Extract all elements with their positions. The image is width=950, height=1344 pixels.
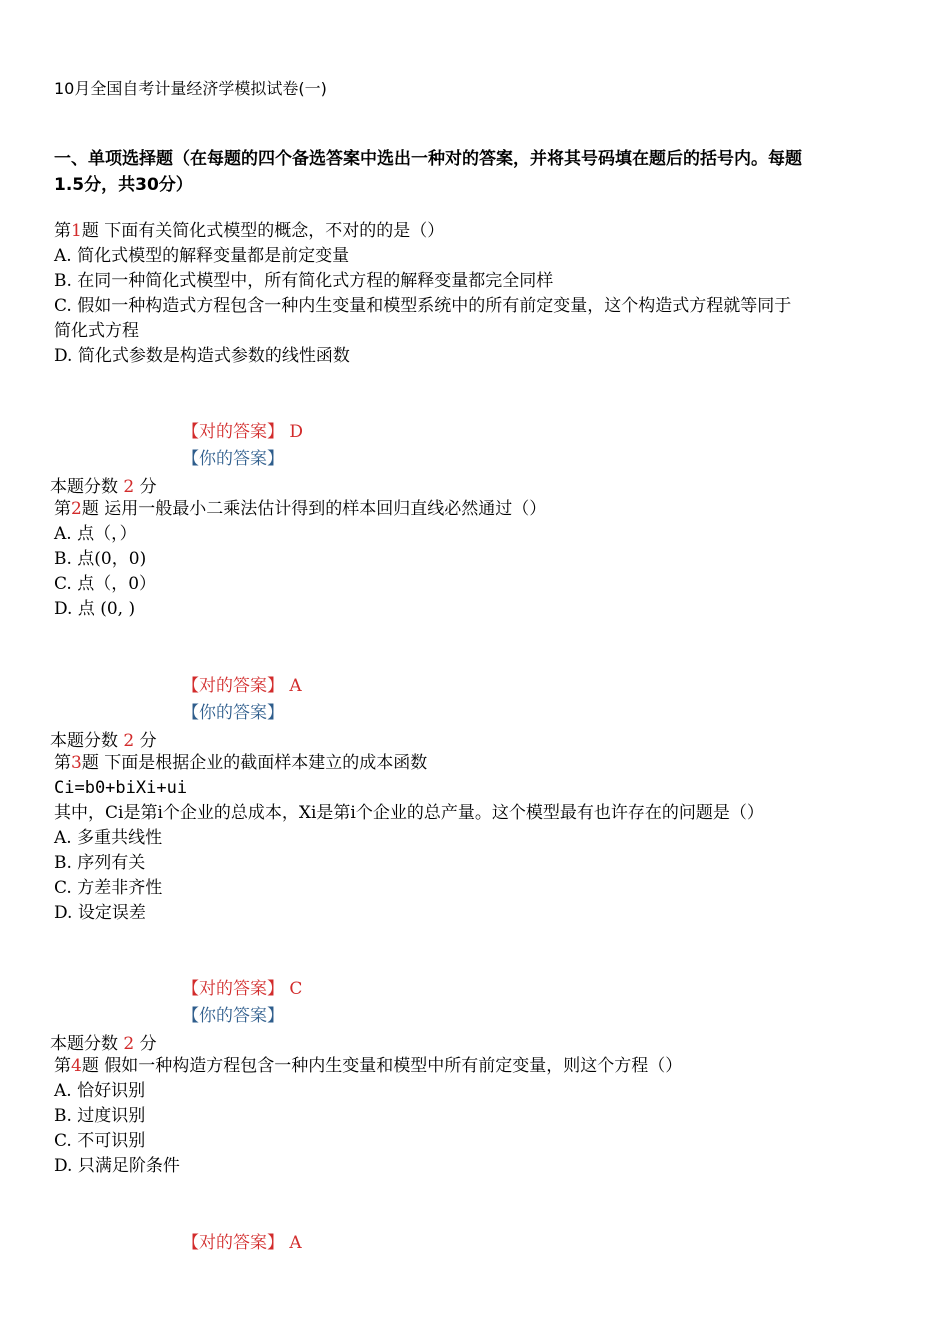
question-stem: 下面有关简化式模型的概念，不对的的是（） bbox=[104, 221, 445, 241]
question-number: 1 bbox=[71, 221, 82, 241]
option-a: A. 多重共线性 bbox=[54, 828, 163, 848]
question-prefix: 第 bbox=[54, 221, 71, 241]
score-value: 2 bbox=[123, 477, 135, 497]
option-d: D. 简化式参数是构造式参数的线性函数 bbox=[54, 346, 350, 366]
your-answer-label: 【你的答案】 bbox=[182, 449, 284, 469]
option-c: C. 不可识别 bbox=[54, 1131, 146, 1151]
option-b: B. 过度识别 bbox=[54, 1106, 146, 1126]
score-value: 2 bbox=[123, 731, 135, 751]
correct-answer-label: 【对的答案】 bbox=[182, 1233, 284, 1253]
option-c: C. 假如一种构造式方程包含一种内生变量和模型系统中的所有前定变量，这个构造式方程就等同于 bbox=[54, 296, 792, 316]
score-suffix: 分 bbox=[139, 1034, 157, 1054]
document-title: 10月全国自考计量经济学模拟试卷(一) bbox=[54, 79, 327, 98]
option-c: C. 方差非齐性 bbox=[54, 878, 163, 898]
score-value: 2 bbox=[123, 1034, 135, 1054]
section-heading-line2: 1.5分，共30分） bbox=[54, 175, 193, 195]
question-2-stem-line bbox=[54, 497, 546, 521]
score-prefix: 本题分数 bbox=[50, 731, 118, 751]
your-answer-label: 【你的答案】 bbox=[182, 1006, 284, 1026]
correct-answer-line bbox=[182, 671, 302, 696]
option-d: D. 点 (0, ) bbox=[54, 599, 136, 619]
score-suffix: 分 bbox=[139, 731, 157, 751]
correct-answer-label: 【对的答案】 bbox=[182, 422, 284, 442]
correct-answer-value: C bbox=[289, 979, 303, 999]
option-d: D. 设定误差 bbox=[54, 903, 146, 923]
correct-answer-line bbox=[182, 417, 303, 442]
score-suffix: 分 bbox=[139, 477, 157, 497]
option-b: B. 在同一种简化式模型中，所有简化式方程的解释变量都完全同样 bbox=[54, 271, 554, 291]
question-score bbox=[50, 472, 157, 497]
question-1-stem-line bbox=[54, 219, 444, 243]
option-b: B. 点(0，0) bbox=[54, 549, 147, 569]
correct-answer-label: 【对的答案】 bbox=[182, 979, 284, 999]
question-3-stem-line bbox=[54, 751, 427, 775]
question-prefix: 第 bbox=[54, 753, 71, 773]
question-suffix: 题 bbox=[81, 753, 99, 773]
option-c-continued: 简化式方程 bbox=[54, 321, 139, 341]
section-heading-line1: 一、单项选择题（在每题的四个备选答案中选出一种对的答案，并将其号码填在题后的括号内。每题 bbox=[54, 149, 802, 169]
correct-answer-line bbox=[182, 974, 302, 999]
correct-answer-value: A bbox=[289, 1233, 302, 1253]
question-stem: 假如一种构造方程包含一种内生变量和模型中所有前定变量，则这个方程（） bbox=[104, 1056, 683, 1076]
your-answer-label: 【你的答案】 bbox=[182, 703, 284, 723]
question-prefix: 第 bbox=[54, 499, 71, 519]
question-suffix: 题 bbox=[81, 499, 99, 519]
option-a: A. 恰好识别 bbox=[54, 1081, 146, 1101]
question-score bbox=[50, 726, 157, 751]
question-stem: 下面是根据企业的截面样本建立的成本函数 bbox=[104, 753, 428, 773]
question-number: 2 bbox=[71, 499, 82, 519]
question-4-stem-line bbox=[54, 1054, 682, 1078]
cost-function-formula: Ci=b0+biXi+ui bbox=[54, 778, 188, 798]
question-prefix: 第 bbox=[54, 1056, 71, 1076]
question-suffix: 题 bbox=[81, 1056, 99, 1076]
correct-answer-value: A bbox=[289, 676, 302, 696]
option-a: A. 点（，） bbox=[54, 524, 137, 544]
correct-answer-value: D bbox=[289, 422, 304, 442]
question-3-explanation: 其中，Ci是第i个企业的总成本，Xi是第i个企业的总产量。这个模型最有也许存在的问题是（） bbox=[54, 803, 764, 823]
correct-answer-line bbox=[182, 1228, 302, 1253]
score-prefix: 本题分数 bbox=[50, 1034, 118, 1054]
question-number: 4 bbox=[71, 1056, 82, 1076]
correct-answer-label: 【对的答案】 bbox=[182, 676, 284, 696]
question-number: 3 bbox=[71, 753, 82, 773]
option-a: A. 简化式模型的解释变量都是前定变量 bbox=[54, 246, 350, 266]
question-score bbox=[50, 1029, 157, 1054]
score-prefix: 本题分数 bbox=[50, 477, 118, 497]
option-b: B. 序列有关 bbox=[54, 853, 146, 873]
option-c: C. 点（，0） bbox=[54, 574, 157, 594]
question-stem: 运用一般最小二乘法估计得到的样本回归直线必然通过（） bbox=[104, 499, 547, 519]
question-suffix: 题 bbox=[81, 221, 99, 241]
option-d: D. 只满足阶条件 bbox=[54, 1156, 180, 1176]
